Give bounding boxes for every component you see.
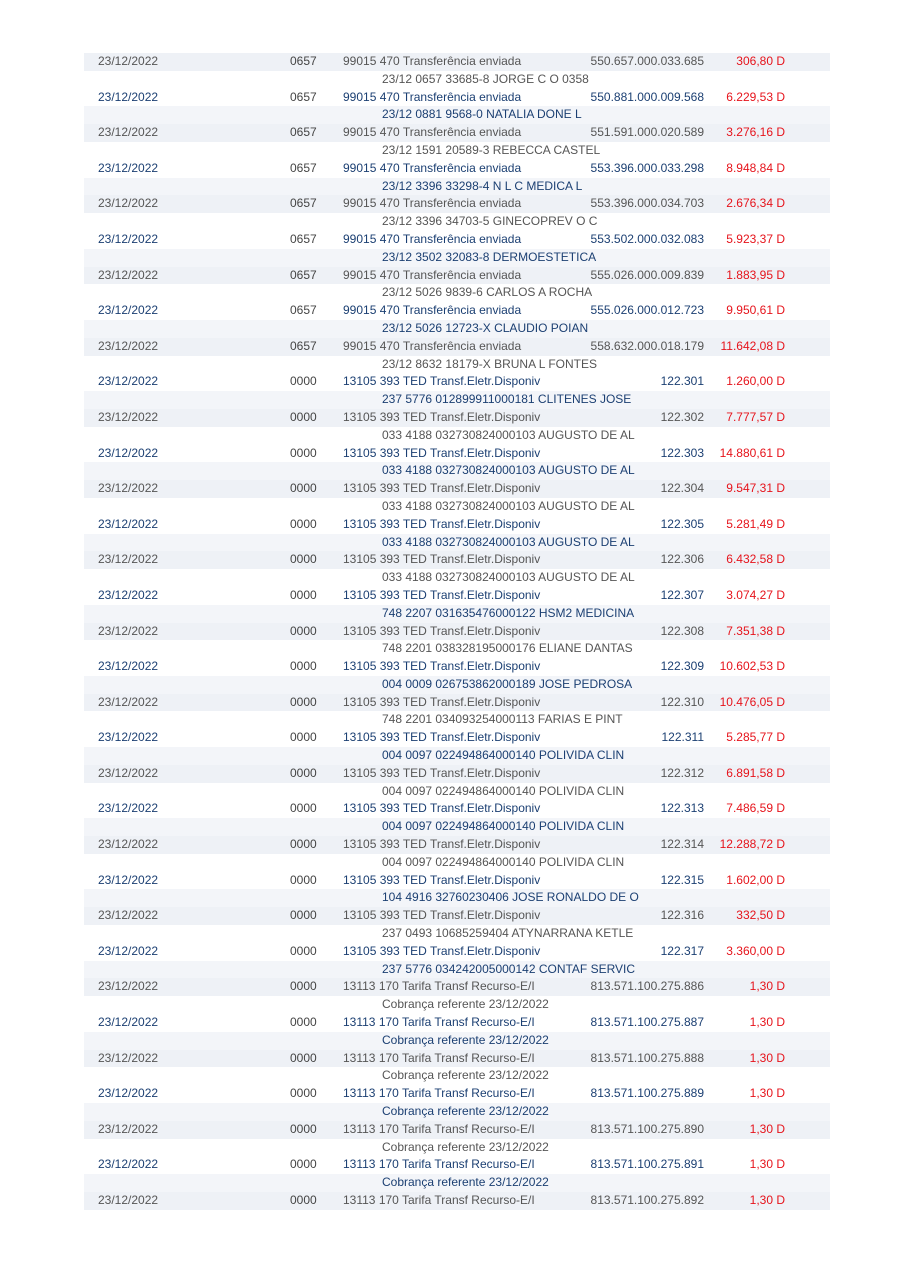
transaction-description: 13105 393 TED Transf.Eletr.Disponiv — [343, 943, 541, 958]
transaction-main-line — [84, 373, 830, 391]
transaction-entry — [84, 53, 830, 89]
transaction-document-number: 558.632.000.018.179 — [590, 338, 704, 353]
transaction-agency-code: 0000 — [290, 1157, 317, 1172]
transaction-document-number: 550.881.000.009.568 — [590, 89, 704, 104]
transaction-document-number: 122.310 — [660, 694, 704, 709]
transaction-document-number: 122.315 — [660, 872, 704, 887]
transaction-date: 23/12/2022 — [98, 694, 159, 709]
transaction-main-line — [84, 907, 830, 925]
transaction-detail-line — [84, 71, 830, 89]
transaction-amount: 8.948,84 D — [726, 160, 785, 175]
transaction-detail-line — [84, 783, 830, 801]
transaction-detail-line — [84, 961, 830, 979]
transaction-detail-line — [84, 249, 830, 267]
transaction-amount: 9.547,31 D — [726, 481, 785, 496]
transaction-amount: 1.260,00 D — [726, 374, 785, 389]
transaction-main-line — [84, 302, 830, 320]
transaction-description: 13105 393 TED Transf.Eletr.Disponiv — [343, 374, 541, 389]
transaction-document-number: 555.026.000.009.839 — [590, 267, 704, 282]
transaction-detail-line — [84, 676, 830, 694]
transaction-document-number: 122.317 — [660, 943, 704, 958]
transaction-detail: 104 4916 32760230406 JOSE RONALDO DE O — [382, 890, 639, 905]
transaction-detail: 23/12 1591 20589-3 REBECCA CASTEL — [382, 142, 601, 157]
transaction-date: 23/12/2022 — [98, 374, 159, 389]
transaction-agency-code: 0000 — [290, 587, 317, 602]
transaction-date: 23/12/2022 — [98, 659, 159, 674]
transaction-document-number: 550.657.000.033.685 — [590, 54, 704, 68]
transaction-main-line — [84, 409, 830, 427]
transaction-main-line — [84, 623, 830, 641]
transaction-document-number: 122.307 — [660, 587, 704, 602]
transaction-date: 23/12/2022 — [98, 481, 159, 496]
transaction-main-line — [84, 480, 830, 498]
transaction-amount: 6.891,58 D — [726, 765, 785, 780]
transaction-entry — [84, 1121, 830, 1157]
transaction-agency-code: 0000 — [290, 1050, 317, 1065]
transaction-agency-code: 0000 — [290, 516, 317, 531]
transaction-document-number: 813.571.100.275.892 — [590, 1193, 704, 1207]
transaction-agency-code: 0000 — [290, 623, 317, 638]
transaction-amount: 1,30 D — [749, 1121, 785, 1136]
transaction-description: 99015 470 Transferência enviada — [343, 160, 522, 175]
transaction-agency-code: 0657 — [290, 89, 317, 104]
transaction-main-line — [84, 800, 830, 818]
transaction-main-line — [84, 1192, 830, 1210]
transaction-main-line — [84, 53, 830, 71]
transaction-document-number: 551.591.000.020.589 — [590, 125, 704, 140]
transaction-detail-line — [84, 1139, 830, 1157]
transaction-document-number: 122.303 — [660, 445, 704, 460]
transaction-date: 23/12/2022 — [98, 1157, 159, 1172]
transaction-detail-line — [84, 569, 830, 587]
transaction-description: 99015 470 Transferência enviada — [343, 54, 522, 68]
transaction-description: 99015 470 Transferência enviada — [343, 338, 522, 353]
transaction-description: 13105 393 TED Transf.Eletr.Disponiv — [343, 552, 541, 567]
transaction-document-number: 813.571.100.275.889 — [590, 1086, 704, 1101]
transaction-detail: Cobrança referente 23/12/2022 — [382, 1104, 549, 1119]
transaction-main-line — [84, 587, 830, 605]
transaction-date: 23/12/2022 — [98, 623, 159, 638]
transaction-entry — [84, 1085, 830, 1121]
transaction-entry — [84, 89, 830, 125]
transaction-main-line — [84, 160, 830, 178]
transaction-detail: 23/12 5026 12723-X CLAUDIO POIAN — [382, 320, 589, 335]
transaction-detail-line — [84, 925, 830, 943]
transaction-description: 13113 170 Tarifa Transf Recurso-E/I — [343, 1050, 535, 1065]
transaction-agency-code: 0000 — [290, 908, 317, 923]
transaction-amount: 1,30 D — [749, 1157, 785, 1172]
transaction-date: 23/12/2022 — [98, 943, 159, 958]
transaction-entry — [84, 765, 830, 801]
transaction-main-line — [84, 267, 830, 285]
transaction-amount: 2.676,34 D — [726, 196, 785, 211]
transaction-agency-code: 0657 — [290, 125, 317, 140]
transaction-detail: 237 5776 034242005000142 CONTAF SERVIC — [382, 961, 636, 976]
transaction-amount: 306,80 D — [736, 54, 785, 68]
transaction-main-line — [84, 978, 830, 996]
transaction-entry — [84, 1192, 830, 1228]
transaction-date: 23/12/2022 — [98, 231, 159, 246]
transaction-entry — [84, 445, 830, 481]
transaction-description: 13105 393 TED Transf.Eletr.Disponiv — [343, 516, 541, 531]
transaction-detail-line — [84, 427, 830, 445]
transaction-detail: 033 4188 032730824000103 AUGUSTO DE AL — [382, 534, 635, 549]
transaction-amount: 3.360,00 D — [726, 943, 785, 958]
transaction-entry — [84, 267, 830, 303]
transaction-detail: 23/12 0657 33685-8 JORGE C O 0358 — [382, 71, 589, 86]
transaction-entry — [84, 409, 830, 445]
transaction-document-number: 813.571.100.275.886 — [590, 979, 704, 994]
transaction-main-line — [84, 124, 830, 142]
transaction-detail: Cobrança referente 23/12/2022 — [382, 1068, 549, 1083]
transaction-main-line — [84, 231, 830, 249]
transaction-detail: 23/12 3396 33298-4 N L C MEDICA L — [382, 178, 583, 193]
transaction-detail-line — [84, 284, 830, 302]
transaction-description: 99015 470 Transferência enviada — [343, 196, 522, 211]
transaction-date: 23/12/2022 — [98, 338, 159, 353]
transaction-main-line — [84, 872, 830, 890]
transaction-date: 23/12/2022 — [98, 445, 159, 460]
transaction-date: 23/12/2022 — [98, 196, 159, 211]
transaction-detail: 004 0009 026753862000189 JOSE PEDROSA — [382, 676, 633, 691]
transaction-detail-line — [84, 320, 830, 338]
transaction-amount: 7.486,59 D — [726, 801, 785, 816]
transaction-document-number: 813.571.100.275.888 — [590, 1050, 704, 1065]
transaction-entry — [84, 587, 830, 623]
transaction-amount: 3.276,16 D — [726, 125, 785, 140]
transaction-document-number: 553.396.000.034.703 — [590, 196, 704, 211]
transaction-entry — [84, 623, 830, 659]
transaction-amount: 1,30 D — [749, 1015, 785, 1030]
transaction-date: 23/12/2022 — [98, 730, 159, 745]
transaction-main-line — [84, 1121, 830, 1139]
transaction-entry — [84, 373, 830, 409]
transaction-amount: 5.923,37 D — [726, 231, 785, 246]
transaction-document-number: 122.313 — [660, 801, 704, 816]
transaction-date: 23/12/2022 — [98, 872, 159, 887]
transaction-main-line — [84, 1085, 830, 1103]
transaction-date: 23/12/2022 — [98, 1121, 159, 1136]
transaction-date: 23/12/2022 — [98, 801, 159, 816]
transaction-detail-line — [84, 391, 830, 409]
transaction-agency-code: 0000 — [290, 552, 317, 567]
transaction-main-line — [84, 1050, 830, 1068]
transaction-description: 99015 470 Transferência enviada — [343, 267, 522, 282]
transaction-document-number: 122.314 — [660, 837, 704, 852]
transaction-date: 23/12/2022 — [98, 1050, 159, 1065]
transaction-entry — [84, 694, 830, 730]
transaction-detail: 004 0097 022494864000140 POLIVIDA CLIN — [382, 748, 625, 763]
transaction-description: 13105 393 TED Transf.Eletr.Disponiv — [343, 481, 541, 496]
transaction-date: 23/12/2022 — [98, 1015, 159, 1030]
transaction-detail-line — [84, 818, 830, 836]
transaction-agency-code: 0657 — [290, 196, 317, 211]
transaction-detail: 237 5776 012899911000181 CLITENES JOSE — [382, 392, 632, 407]
transaction-document-number: 813.571.100.275.891 — [590, 1157, 704, 1172]
transaction-document-number: 122.306 — [660, 552, 704, 567]
transaction-detail-line — [84, 1032, 830, 1050]
transaction-detail: 23/12 3502 32083-8 DERMOESTETICA — [382, 249, 597, 264]
transaction-description: 99015 470 Transferência enviada — [343, 125, 522, 140]
transaction-amount: 1.883,95 D — [726, 267, 785, 282]
transaction-amount: 5.285,77 D — [726, 730, 785, 745]
transaction-amount: 7.351,38 D — [726, 623, 785, 638]
transaction-date: 23/12/2022 — [98, 125, 159, 140]
transaction-date: 23/12/2022 — [98, 409, 159, 424]
transaction-description: 99015 470 Transferência enviada — [343, 89, 522, 104]
transaction-description: 13105 393 TED Transf.Eletr.Disponiv — [343, 659, 541, 674]
transaction-agency-code: 0000 — [290, 837, 317, 852]
transaction-description: 13105 393 TED Transf.Eletr.Disponiv — [343, 801, 541, 816]
transaction-entry — [84, 160, 830, 196]
transaction-entry — [84, 1050, 830, 1086]
transaction-main-line — [84, 1014, 830, 1032]
transaction-agency-code: 0000 — [290, 374, 317, 389]
transaction-entry — [84, 729, 830, 765]
transaction-detail-line — [84, 534, 830, 552]
transaction-description: 13113 170 Tarifa Transf Recurso-E/I — [343, 979, 535, 994]
transaction-detail: 23/12 3396 34703-5 GINECOPREV O C — [382, 214, 598, 229]
transaction-agency-code: 0657 — [290, 267, 317, 282]
transaction-entry — [84, 658, 830, 694]
transaction-detail: 23/12 5026 9839-6 CARLOS A ROCHA — [382, 285, 593, 300]
transaction-amount: 11.642,08 D — [720, 338, 785, 353]
transaction-detail: 033 4188 032730824000103 AUGUSTO DE AL — [382, 570, 635, 585]
transaction-amount: 1,30 D — [749, 979, 785, 994]
transaction-main-line — [84, 694, 830, 712]
transaction-main-line — [84, 89, 830, 107]
transaction-agency-code: 0000 — [290, 1015, 317, 1030]
transaction-entry — [84, 338, 830, 374]
transaction-description: 13105 393 TED Transf.Eletr.Disponiv — [343, 837, 541, 852]
transaction-agency-code: 0000 — [290, 730, 317, 745]
transaction-detail: Cobrança referente 23/12/2022 — [382, 1139, 549, 1154]
transaction-main-line — [84, 445, 830, 463]
transaction-amount: 1,30 D — [749, 1193, 785, 1207]
transaction-agency-code: 0000 — [290, 481, 317, 496]
transaction-description: 13113 170 Tarifa Transf Recurso-E/I — [343, 1193, 535, 1207]
transaction-detail: 237 0493 10685259404 ATYNARRANA KETLE — [382, 926, 634, 941]
transaction-date: 23/12/2022 — [98, 303, 159, 318]
transaction-description: 99015 470 Transferência enviada — [343, 303, 522, 318]
transaction-detail: 004 0097 022494864000140 POLIVIDA CLIN — [382, 819, 625, 834]
transaction-main-line — [84, 338, 830, 356]
transaction-document-number: 122.305 — [660, 516, 704, 531]
transaction-agency-code: 0000 — [290, 694, 317, 709]
transaction-detail-line — [84, 996, 830, 1014]
transaction-amount: 6.432,58 D — [726, 552, 785, 567]
transaction-entry — [84, 551, 830, 587]
transaction-agency-code: 0000 — [290, 872, 317, 887]
transaction-document-number: 122.312 — [660, 765, 704, 780]
transaction-detail: Cobrança referente 23/12/2022 — [382, 997, 549, 1012]
transaction-description: 13105 393 TED Transf.Eletr.Disponiv — [343, 908, 541, 923]
transaction-detail: 748 2201 038328195000176 ELIANE DANTAS — [382, 641, 633, 656]
transaction-detail-line — [84, 178, 830, 196]
transaction-amount: 3.074,27 D — [726, 587, 785, 602]
transaction-date: 23/12/2022 — [98, 552, 159, 567]
transaction-description: 13105 393 TED Transf.Eletr.Disponiv — [343, 623, 541, 638]
transaction-main-line — [84, 658, 830, 676]
transaction-document-number: 122.304 — [660, 481, 704, 496]
transaction-entry — [84, 907, 830, 943]
transaction-date: 23/12/2022 — [98, 89, 159, 104]
transaction-description: 13105 393 TED Transf.Eletr.Disponiv — [343, 872, 541, 887]
transaction-agency-code: 0000 — [290, 445, 317, 460]
transaction-amount: 6.229,53 D — [726, 89, 785, 104]
transaction-agency-code: 0657 — [290, 338, 317, 353]
transaction-document-number: 122.302 — [660, 409, 704, 424]
transaction-agency-code: 0657 — [290, 54, 317, 68]
statement-table — [84, 53, 830, 1228]
transaction-main-line — [84, 765, 830, 783]
transaction-detail-line — [84, 711, 830, 729]
transaction-agency-code: 0657 — [290, 160, 317, 175]
transaction-date: 23/12/2022 — [98, 160, 159, 175]
transaction-document-number: 122.301 — [660, 374, 704, 389]
transaction-detail-line — [84, 605, 830, 623]
transaction-description: 13113 170 Tarifa Transf Recurso-E/I — [343, 1086, 535, 1101]
transaction-detail: 23/12 8632 18179-X BRUNA L FONTES — [382, 356, 598, 371]
transaction-date: 23/12/2022 — [98, 1086, 159, 1101]
transaction-description: 13105 393 TED Transf.Eletr.Disponiv — [343, 587, 541, 602]
transaction-agency-code: 0000 — [290, 979, 317, 994]
transaction-document-number: 553.502.000.032.083 — [590, 231, 704, 246]
transaction-detail-line — [84, 1067, 830, 1085]
transaction-detail-line — [84, 498, 830, 516]
transaction-document-number: 122.316 — [660, 908, 704, 923]
transaction-entry — [84, 195, 830, 231]
transaction-detail-line — [84, 142, 830, 160]
transaction-main-line — [84, 729, 830, 747]
transaction-description: 13105 393 TED Transf.Eletr.Disponiv — [343, 445, 541, 460]
transaction-entry — [84, 516, 830, 552]
transaction-amount: 332,50 D — [736, 908, 785, 923]
transaction-date: 23/12/2022 — [98, 908, 159, 923]
transaction-detail-line — [84, 889, 830, 907]
transaction-main-line — [84, 1156, 830, 1174]
transaction-agency-code: 0000 — [290, 943, 317, 958]
transaction-entry — [84, 124, 830, 160]
transaction-date: 23/12/2022 — [98, 267, 159, 282]
transaction-document-number: 813.571.100.275.890 — [590, 1121, 704, 1136]
transaction-detail: 004 0097 022494864000140 POLIVIDA CLIN — [382, 854, 625, 869]
transaction-detail: 748 2207 031635476000122 HSM2 MEDICINA — [382, 605, 635, 620]
transaction-description: 13105 393 TED Transf.Eletr.Disponiv — [343, 409, 541, 424]
transaction-main-line — [84, 551, 830, 569]
transaction-entry — [84, 978, 830, 1014]
transaction-agency-code: 0000 — [290, 659, 317, 674]
transaction-amount: 1,30 D — [749, 1050, 785, 1065]
transaction-detail: 004 0097 022494864000140 POLIVIDA CLIN — [382, 783, 625, 798]
transaction-amount: 1,30 D — [749, 1086, 785, 1101]
transaction-agency-code: 0000 — [290, 765, 317, 780]
transaction-amount: 14.880,61 D — [719, 445, 785, 460]
transaction-description: 13113 170 Tarifa Transf Recurso-E/I — [343, 1015, 535, 1030]
transaction-main-line — [84, 836, 830, 854]
transaction-description: 99015 470 Transferência enviada — [343, 231, 522, 246]
transaction-document-number: 122.311 — [661, 730, 704, 745]
transaction-detail-line — [84, 106, 830, 124]
transaction-detail: Cobrança referente 23/12/2022 — [382, 1175, 549, 1190]
transaction-amount: 10.602,53 D — [719, 659, 785, 674]
transaction-detail: 033 4188 032730824000103 AUGUSTO DE AL — [382, 498, 635, 513]
transaction-description: 13113 170 Tarifa Transf Recurso-E/I — [343, 1157, 535, 1172]
transaction-date: 23/12/2022 — [98, 837, 159, 852]
transaction-main-line — [84, 516, 830, 534]
transaction-detail-line — [84, 1103, 830, 1121]
transaction-main-line — [84, 195, 830, 213]
transaction-entry — [84, 480, 830, 516]
transaction-entry — [84, 800, 830, 836]
transaction-amount: 12.288,72 D — [719, 837, 785, 852]
transaction-detail: Cobrança referente 23/12/2022 — [382, 1032, 549, 1047]
transaction-agency-code: 0000 — [290, 801, 317, 816]
transaction-entry — [84, 836, 830, 872]
transaction-date: 23/12/2022 — [98, 54, 159, 68]
transaction-document-number: 122.309 — [660, 659, 704, 674]
transaction-amount: 7.777,57 D — [726, 409, 785, 424]
transaction-date: 23/12/2022 — [98, 765, 159, 780]
transaction-detail-line — [84, 213, 830, 231]
transaction-detail-line — [84, 1174, 830, 1192]
transaction-date: 23/12/2022 — [98, 587, 159, 602]
transaction-entry — [84, 872, 830, 908]
transaction-detail-line — [84, 854, 830, 872]
transaction-main-line — [84, 943, 830, 961]
transaction-description: 13105 393 TED Transf.Eletr.Disponiv — [343, 694, 541, 709]
transaction-description: 13105 393 TED Transf.Eletr.Disponiv — [343, 765, 541, 780]
transaction-detail-line — [84, 462, 830, 480]
transaction-detail: 033 4188 032730824000103 AUGUSTO DE AL — [382, 427, 635, 442]
transaction-agency-code: 0000 — [290, 409, 317, 424]
transaction-document-number: 555.026.000.012.723 — [590, 303, 704, 318]
transaction-agency-code: 0000 — [290, 1193, 317, 1207]
transaction-detail: 748 2201 034093254000113 FARIAS E PINT — [382, 712, 623, 727]
transaction-agency-code: 0657 — [290, 231, 317, 246]
transaction-entry — [84, 1014, 830, 1050]
transaction-agency-code: 0000 — [290, 1086, 317, 1101]
transaction-description: 13113 170 Tarifa Transf Recurso-E/I — [343, 1121, 535, 1136]
transaction-detail-line — [84, 640, 830, 658]
transaction-date: 23/12/2022 — [98, 979, 159, 994]
transaction-entry — [84, 1156, 830, 1192]
transaction-detail-line — [84, 356, 830, 374]
transaction-amount: 10.476,05 D — [719, 694, 785, 709]
transaction-agency-code: 0000 — [290, 1121, 317, 1136]
transaction-amount: 1.602,00 D — [726, 872, 785, 887]
transaction-document-number: 553.396.000.033.298 — [590, 160, 704, 175]
transaction-amount: 5.281,49 D — [726, 516, 785, 531]
transaction-date: 23/12/2022 — [98, 516, 159, 531]
transaction-entry — [84, 231, 830, 267]
transaction-detail: 033 4188 032730824000103 AUGUSTO DE AL — [382, 463, 635, 478]
transaction-agency-code: 0657 — [290, 303, 317, 318]
transaction-amount: 9.950,61 D — [726, 303, 785, 318]
transaction-detail-line — [84, 747, 830, 765]
transaction-entry — [84, 302, 830, 338]
transaction-document-number: 122.308 — [660, 623, 704, 638]
transaction-entry — [84, 943, 830, 979]
transaction-detail: 23/12 0881 9568-0 NATALIA DONE L — [382, 107, 582, 122]
transaction-description: 13105 393 TED Transf.Eletr.Disponiv — [343, 730, 541, 745]
transaction-date: 23/12/2022 — [98, 1193, 159, 1207]
transaction-document-number: 813.571.100.275.887 — [590, 1015, 704, 1030]
